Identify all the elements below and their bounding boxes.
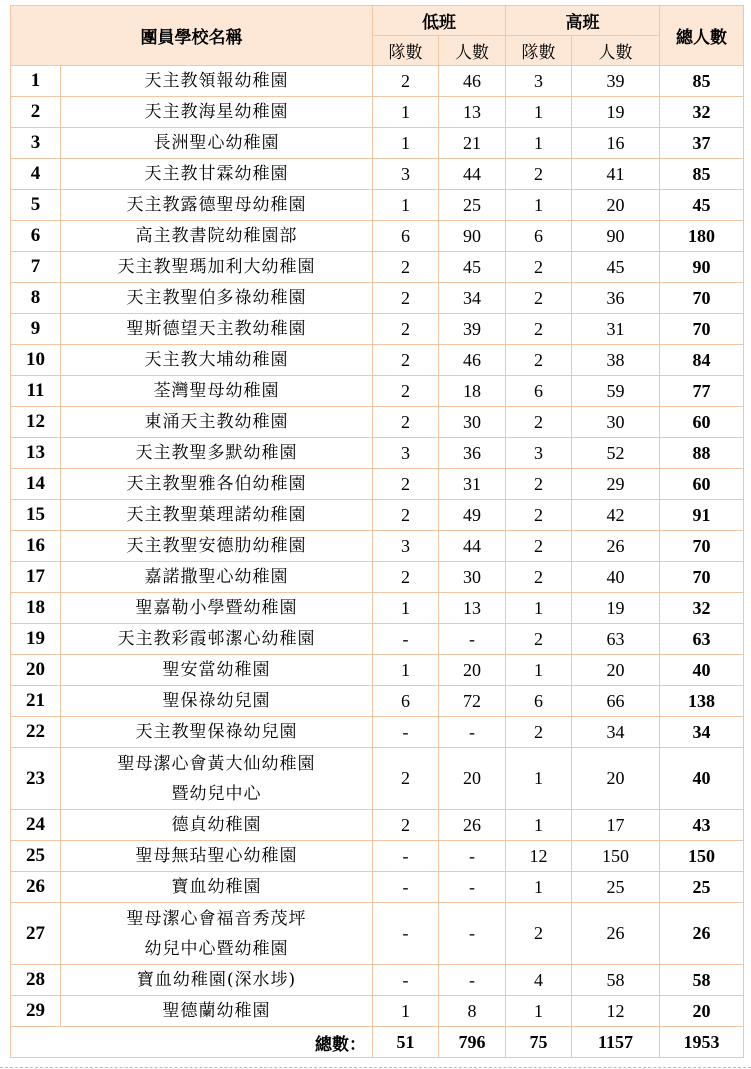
high-teams: 6 <box>506 686 572 717</box>
roster-body <box>11 66 744 1027</box>
row-number: 13 <box>11 438 61 469</box>
high-teams: 4 <box>506 965 572 996</box>
row-number: 7 <box>11 252 61 283</box>
low-teams: 2 <box>373 283 439 314</box>
header-school-name: 團員學校名稱 <box>11 6 373 66</box>
school-name: 聖嘉勒小學暨幼稚園 <box>61 593 373 624</box>
high-people: 30 <box>572 407 660 438</box>
low-teams: 1 <box>373 593 439 624</box>
row-number: 24 <box>11 810 61 841</box>
table-row <box>11 407 744 438</box>
high-teams: 2 <box>506 283 572 314</box>
row-number: 5 <box>11 190 61 221</box>
low-people: 44 <box>439 159 506 190</box>
table-row <box>11 841 744 872</box>
row-total: 45 <box>660 190 744 221</box>
low-people: 30 <box>439 407 506 438</box>
high-teams: 2 <box>506 345 572 376</box>
totals-low-teams: 51 <box>373 1027 439 1058</box>
low-teams: - <box>373 624 439 655</box>
school-name: 寶血幼稚園 <box>61 872 373 903</box>
table-row <box>11 438 744 469</box>
low-teams: 2 <box>373 469 439 500</box>
high-teams: 1 <box>506 97 572 128</box>
row-total: 40 <box>660 655 744 686</box>
row-number: 14 <box>11 469 61 500</box>
low-teams: - <box>373 717 439 748</box>
row-total: 70 <box>660 562 744 593</box>
high-people: 26 <box>572 903 660 965</box>
table-row <box>11 965 744 996</box>
table-row <box>11 283 744 314</box>
high-people: 19 <box>572 97 660 128</box>
row-total: 138 <box>660 686 744 717</box>
low-teams: 2 <box>373 500 439 531</box>
high-people: 25 <box>572 872 660 903</box>
row-total: 20 <box>660 996 744 1027</box>
low-people: 34 <box>439 283 506 314</box>
low-people: - <box>439 965 506 996</box>
school-name: 長洲聖心幼稚園 <box>61 128 373 159</box>
low-teams: 3 <box>373 531 439 562</box>
row-total: 26 <box>660 903 744 965</box>
table-row <box>11 655 744 686</box>
row-number: 17 <box>11 562 61 593</box>
low-teams: 3 <box>373 438 439 469</box>
table-row <box>11 624 744 655</box>
row-number: 6 <box>11 221 61 252</box>
row-total: 91 <box>660 500 744 531</box>
high-people: 63 <box>572 624 660 655</box>
school-name: 天主教露德聖母幼稚園 <box>61 190 373 221</box>
high-people: 90 <box>572 221 660 252</box>
low-people: - <box>439 903 506 965</box>
high-teams: 2 <box>506 531 572 562</box>
low-teams: 2 <box>373 252 439 283</box>
low-people: 39 <box>439 314 506 345</box>
low-teams: 6 <box>373 221 439 252</box>
row-number: 28 <box>11 965 61 996</box>
high-teams: 2 <box>506 903 572 965</box>
row-total: 77 <box>660 376 744 407</box>
high-teams: 2 <box>506 500 572 531</box>
low-teams: 2 <box>373 376 439 407</box>
row-number: 26 <box>11 872 61 903</box>
table-row <box>11 872 744 903</box>
row-number: 8 <box>11 283 61 314</box>
school-name: 天主教甘霖幼稚園 <box>61 159 373 190</box>
row-total: 88 <box>660 438 744 469</box>
school-name: 天主教領報幼稚園 <box>61 66 373 97</box>
header-total-people: 總人數 <box>660 6 744 66</box>
low-teams: 1 <box>373 655 439 686</box>
school-name: 天主教彩霞邨潔心幼稚園 <box>61 624 373 655</box>
table-row <box>11 562 744 593</box>
header-high-people: 人數 <box>572 36 660 66</box>
low-people: 30 <box>439 562 506 593</box>
high-people: 26 <box>572 531 660 562</box>
high-teams: 2 <box>506 562 572 593</box>
header-low-teams: 隊數 <box>373 36 439 66</box>
high-people: 20 <box>572 655 660 686</box>
low-people: 21 <box>439 128 506 159</box>
school-name-line-2: 幼兒中心暨幼稚園 <box>144 938 289 959</box>
table-row <box>11 686 744 717</box>
high-people: 66 <box>572 686 660 717</box>
school-name: 天主教聖瑪加利大幼稚園 <box>61 252 373 283</box>
high-people: 16 <box>572 128 660 159</box>
row-total: 32 <box>660 97 744 128</box>
high-teams: 6 <box>506 376 572 407</box>
high-people: 17 <box>572 810 660 841</box>
school-name: 聖德蘭幼稚園 <box>61 996 373 1027</box>
table-row <box>11 531 744 562</box>
school-name: 天主教大埔幼稚園 <box>61 345 373 376</box>
school-name-line-1: 聖母潔心會福音秀茂坪 <box>126 908 307 929</box>
school-name: 天主教海星幼稚園 <box>61 97 373 128</box>
totals-high-teams: 75 <box>506 1027 572 1058</box>
high-teams: 2 <box>506 314 572 345</box>
high-people: 42 <box>572 500 660 531</box>
school-name: 聖斯德望天主教幼稚園 <box>61 314 373 345</box>
high-teams: 12 <box>506 841 572 872</box>
low-people: 46 <box>439 66 506 97</box>
row-total: 40 <box>660 748 744 810</box>
table-row <box>11 345 744 376</box>
high-people: 52 <box>572 438 660 469</box>
school-name: 天主教聖葉理諾幼稚園 <box>61 500 373 531</box>
row-number: 25 <box>11 841 61 872</box>
low-people: 8 <box>439 996 506 1027</box>
low-people: 18 <box>439 376 506 407</box>
low-teams: 2 <box>373 345 439 376</box>
row-total: 63 <box>660 624 744 655</box>
row-number: 12 <box>11 407 61 438</box>
row-number: 18 <box>11 593 61 624</box>
row-number: 19 <box>11 624 61 655</box>
low-people: 13 <box>439 97 506 128</box>
low-teams: 2 <box>373 407 439 438</box>
low-teams: 2 <box>373 748 439 810</box>
table-row <box>11 748 744 810</box>
totals-row <box>11 1027 744 1058</box>
low-teams: 1 <box>373 97 439 128</box>
row-number: 11 <box>11 376 61 407</box>
table-row <box>11 159 744 190</box>
low-people: 90 <box>439 221 506 252</box>
high-people: 38 <box>572 345 660 376</box>
low-teams: - <box>373 965 439 996</box>
high-teams: 2 <box>506 407 572 438</box>
row-total: 150 <box>660 841 744 872</box>
row-number: 20 <box>11 655 61 686</box>
high-people: 34 <box>572 717 660 748</box>
row-total: 60 <box>660 469 744 500</box>
low-people: 72 <box>439 686 506 717</box>
low-people: 26 <box>439 810 506 841</box>
totals-label: 總數： <box>11 1027 373 1058</box>
row-number: 4 <box>11 159 61 190</box>
low-people: 45 <box>439 252 506 283</box>
high-people: 20 <box>572 748 660 810</box>
totals-low-people: 796 <box>439 1027 506 1058</box>
high-people: 150 <box>572 841 660 872</box>
high-teams: 1 <box>506 128 572 159</box>
school-name: 聖母無玷聖心幼稚園 <box>61 841 373 872</box>
school-name-line-2: 暨幼兒中心 <box>171 783 262 804</box>
low-teams: 1 <box>373 190 439 221</box>
high-people: 31 <box>572 314 660 345</box>
row-total: 25 <box>660 872 744 903</box>
table-row <box>11 717 744 748</box>
row-total: 85 <box>660 159 744 190</box>
school-name: 聖安當幼稚園 <box>61 655 373 686</box>
low-people: 20 <box>439 748 506 810</box>
high-teams: 1 <box>506 810 572 841</box>
low-teams: 1 <box>373 996 439 1027</box>
row-number: 10 <box>11 345 61 376</box>
header-low-class: 低班 <box>373 6 506 36</box>
high-people: 59 <box>572 376 660 407</box>
row-total: 70 <box>660 531 744 562</box>
table-row <box>11 810 744 841</box>
table-row <box>11 190 744 221</box>
row-total: 84 <box>660 345 744 376</box>
low-people: 46 <box>439 345 506 376</box>
low-people: 20 <box>439 655 506 686</box>
row-number: 2 <box>11 97 61 128</box>
row-total: 43 <box>660 810 744 841</box>
row-number: 22 <box>11 717 61 748</box>
low-people: 25 <box>439 190 506 221</box>
table-row <box>11 66 744 97</box>
row-total: 60 <box>660 407 744 438</box>
row-total: 32 <box>660 593 744 624</box>
header-high-class: 高班 <box>506 6 660 36</box>
row-number: 1 <box>11 66 61 97</box>
row-total: 58 <box>660 965 744 996</box>
high-teams: 3 <box>506 66 572 97</box>
low-teams: 2 <box>373 66 439 97</box>
high-people: 12 <box>572 996 660 1027</box>
low-people: - <box>439 717 506 748</box>
high-teams: 1 <box>506 748 572 810</box>
header-high-teams: 隊數 <box>506 36 572 66</box>
low-teams: - <box>373 841 439 872</box>
table-row <box>11 996 744 1027</box>
totals-high-people: 1157 <box>572 1027 660 1058</box>
high-teams: 3 <box>506 438 572 469</box>
school-roster-table <box>10 5 744 1058</box>
table-row <box>11 128 744 159</box>
school-name: 天主教聖伯多祿幼稚園 <box>61 283 373 314</box>
high-people: 20 <box>572 190 660 221</box>
low-people: - <box>439 872 506 903</box>
high-teams: 1 <box>506 593 572 624</box>
low-teams: 2 <box>373 562 439 593</box>
high-teams: 2 <box>506 717 572 748</box>
low-teams: - <box>373 872 439 903</box>
school-name: 寶血幼稚園(深水埗) <box>61 965 373 996</box>
low-people: 13 <box>439 593 506 624</box>
high-people: 40 <box>572 562 660 593</box>
high-people: 19 <box>572 593 660 624</box>
table-row <box>11 469 744 500</box>
high-teams: 1 <box>506 190 572 221</box>
row-number: 27 <box>11 903 61 965</box>
school-name <box>61 748 373 810</box>
row-total: 85 <box>660 66 744 97</box>
table-row <box>11 314 744 345</box>
row-total: 90 <box>660 252 744 283</box>
high-teams: 1 <box>506 655 572 686</box>
high-teams: 1 <box>506 996 572 1027</box>
school-name: 天主教聖安德肋幼稚園 <box>61 531 373 562</box>
low-people: - <box>439 841 506 872</box>
table-row <box>11 252 744 283</box>
table-row <box>11 97 744 128</box>
high-people: 29 <box>572 469 660 500</box>
high-teams: 2 <box>506 469 572 500</box>
low-teams: 2 <box>373 810 439 841</box>
row-number: 29 <box>11 996 61 1027</box>
table-row <box>11 376 744 407</box>
row-number: 16 <box>11 531 61 562</box>
high-people: 45 <box>572 252 660 283</box>
high-people: 41 <box>572 159 660 190</box>
row-number: 21 <box>11 686 61 717</box>
school-name: 聖保祿幼兒園 <box>61 686 373 717</box>
high-teams: 2 <box>506 252 572 283</box>
school-name: 天主教聖雅各伯幼稚園 <box>61 469 373 500</box>
page-bottom-rule <box>0 1067 751 1068</box>
low-teams: 3 <box>373 159 439 190</box>
table-row <box>11 903 744 965</box>
high-people: 36 <box>572 283 660 314</box>
row-total: 70 <box>660 283 744 314</box>
high-teams: 2 <box>506 624 572 655</box>
row-number: 23 <box>11 748 61 810</box>
row-total: 70 <box>660 314 744 345</box>
table-row <box>11 500 744 531</box>
row-total: 180 <box>660 221 744 252</box>
low-teams: 2 <box>373 314 439 345</box>
header-low-people: 人數 <box>439 36 506 66</box>
school-name: 東涌天主教幼稚園 <box>61 407 373 438</box>
school-name-line-1: 聖母潔心會黃大仙幼稚園 <box>117 753 316 774</box>
school-name: 高主教書院幼稚園部 <box>61 221 373 252</box>
high-teams: 1 <box>506 872 572 903</box>
school-name: 嘉諾撒聖心幼稚園 <box>61 562 373 593</box>
high-teams: 6 <box>506 221 572 252</box>
school-name: 荃灣聖母幼稚園 <box>61 376 373 407</box>
totals-grand-total: 1953 <box>660 1027 744 1058</box>
low-people: - <box>439 624 506 655</box>
school-name: 天主教聖多默幼稚園 <box>61 438 373 469</box>
high-teams: 2 <box>506 159 572 190</box>
low-people: 36 <box>439 438 506 469</box>
low-teams: - <box>373 903 439 965</box>
school-name: 天主教聖保祿幼兒園 <box>61 717 373 748</box>
school-name <box>61 903 373 965</box>
row-total: 34 <box>660 717 744 748</box>
high-people: 58 <box>572 965 660 996</box>
low-people: 49 <box>439 500 506 531</box>
row-number: 9 <box>11 314 61 345</box>
table-row <box>11 593 744 624</box>
low-people: 44 <box>439 531 506 562</box>
row-total: 37 <box>660 128 744 159</box>
low-people: 31 <box>439 469 506 500</box>
table-row <box>11 221 744 252</box>
row-number: 3 <box>11 128 61 159</box>
school-name: 德貞幼稚園 <box>61 810 373 841</box>
high-people: 39 <box>572 66 660 97</box>
row-number: 15 <box>11 500 61 531</box>
low-teams: 6 <box>373 686 439 717</box>
low-teams: 1 <box>373 128 439 159</box>
